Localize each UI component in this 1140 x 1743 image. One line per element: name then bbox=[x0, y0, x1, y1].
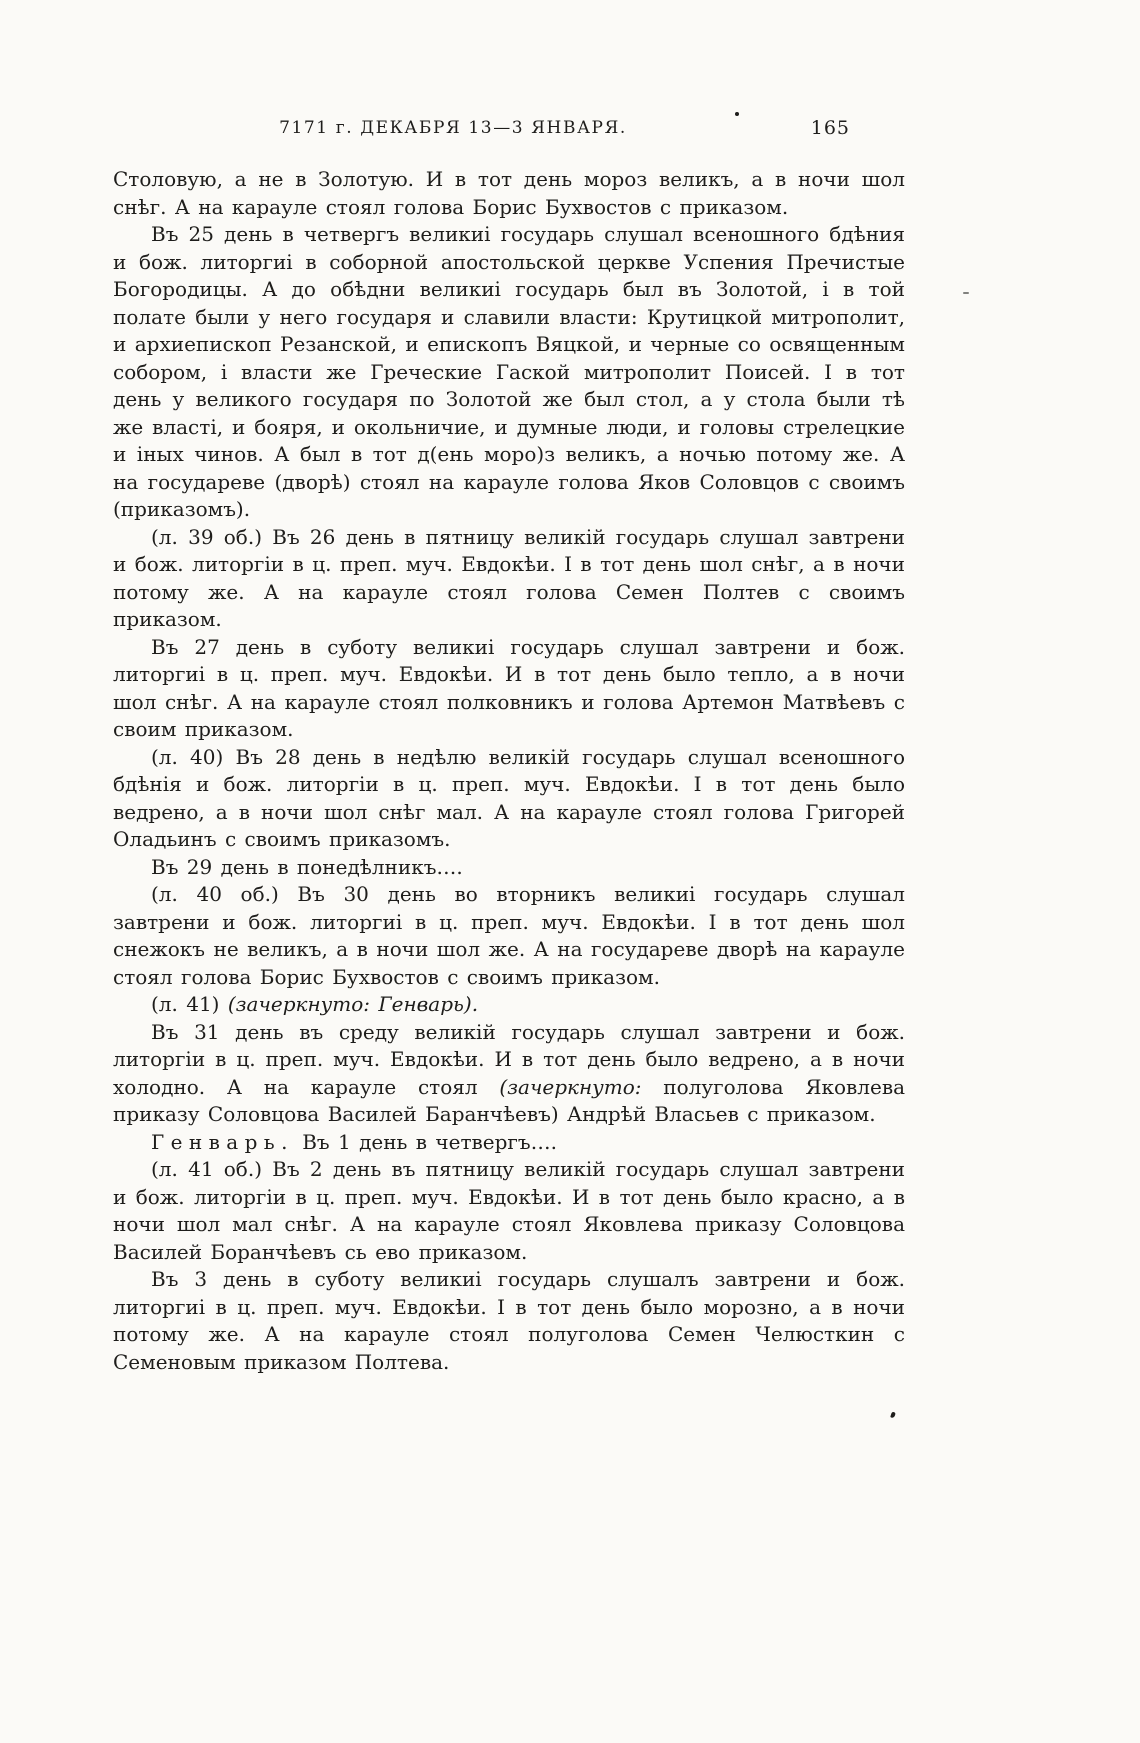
paragraph bbox=[113, 221, 905, 524]
running-title: 7171 г. ДЕКАБРЯ 13—3 ЯНВАРЯ. bbox=[279, 118, 627, 138]
scan-speck bbox=[735, 112, 739, 116]
paragraph bbox=[113, 1156, 905, 1266]
text-segment: Въ 1 день в четвергъ…. bbox=[293, 1129, 557, 1154]
text-segment: (зачеркнуто: bbox=[499, 1074, 642, 1099]
paragraph bbox=[113, 1129, 905, 1157]
text-segment: (л. 41 об.) Въ 2 день въ пятницу великій государь слушал завтрени и бож. литоргіи в ц. преп. муч. Евдокѣи. И в тот день было красно, а в ночи шол мал снѣг. А на карауле стоял Яковлева приказу Соловцова Василей Боранчѣевъ сь ево приказом. bbox=[113, 1157, 905, 1264]
text-segment: Столовую, а не в Золотую. И в тот день мороз великъ, а в ночи шол снѣг. А на карауле стоял голова Борис Бухвостов с приказом. bbox=[113, 167, 905, 219]
text-segment: Въ 25 день в четвергъ великиі государь слушал всеношного бдѣния и бож. литоргиі в соборной апостольской церкве Успения Пречистые Богородицы. А до обѣдни великиі государь был въ Золотой, і в той полате были у него государя и славили власти: Крутицкой митрополит, и архиепископ Резанской, и епископъ Вяцкой, и черные со освященным собором, і власти же Греческие Гаской митрополит Поисей. І в тот день у великого государя по Золотой же был стол, а у стола были тѣ же власті, и бояря, и окольничие, и думные люди, и головы стрелецкие и іных чинов. А был в тот д(ень моро)з великъ, а ночью потому же. А на государеве (дворѣ) стоял на карауле голова Яков Соловцов с своимъ (приказомъ). bbox=[113, 222, 905, 521]
text-segment: (зачеркнуто: Генварь). bbox=[227, 992, 479, 1016]
text-segment: (л. 41) bbox=[151, 992, 228, 1016]
page-body bbox=[113, 166, 905, 1376]
paragraph bbox=[113, 1266, 905, 1376]
text-segment: Въ 27 день в суботу великиі государь слушал завтрени и бож. литоргиі в ц. преп. муч. Евдокѣи. И в тот день было тепло, а в ночи шол снѣг. А на карауле стоял полковникъ и голова Артемон Матвѣевъ с своим приказом. bbox=[113, 634, 905, 741]
paragraph bbox=[113, 854, 905, 882]
text-segment: полуголова Яковлева приказу Соловцова Василей Баранчѣевъ) Андрѣй Власьев с приказом. bbox=[113, 1074, 905, 1126]
text-segment: (л. 39 об.) Въ 26 день в пятницу великій государь слушал завтрени и бож. литоргіи в ц. преп. муч. Евдокѣи. І в тот день шол снѣг, а в ночи потому же. А на карауле стоял голова Семен Полтев с своимъ приказом. bbox=[113, 524, 905, 631]
paragraph bbox=[113, 881, 905, 991]
text-segment: (л. 40 об.) Въ 30 день во вторникъ великиі государь слушал завтрени и бож. литоргиі в ц. преп. муч. Евдокѣи. І в тот день шол снежокъ не великъ, а в ночи шол же. А на государеве дворѣ на карауле стоял голова Борис Бухвостов с своимъ приказом. bbox=[113, 882, 905, 989]
paragraph bbox=[113, 166, 905, 221]
scan-speck bbox=[963, 292, 969, 294]
paragraph bbox=[113, 1019, 905, 1129]
paragraph bbox=[113, 524, 905, 634]
text-segment: (л. 40) Въ 28 день в недѣлю великій государь слушал всеношного бдѣнія и бож. литоргіи в ц. преп. муч. Евдокѣи. І в тот день было ведрено, а в ночи шол снѣг мал. А на карауле стоял голова Григорей Оладьинъ с своимъ приказомъ. bbox=[113, 744, 905, 851]
paragraph bbox=[113, 634, 905, 744]
text-segment: Въ 3 день в суботу великиі государь слушалъ завтрени и бож. литоргиі в ц. преп. муч. Евдокѣи. І в тот день было морозно, а в ночи потому же. А на карауле стоял полуголова Семен Челюсткин с Семеновым приказом Полтева. bbox=[113, 1267, 905, 1374]
text-segment: Въ 31 день въ среду великій государь слушал завтрени и бож. литоргіи в ц. преп. муч. Евдокѣи. И в тот день было ведрено, а в ночи холодно. А на карауле стоял bbox=[113, 1019, 905, 1099]
page-header bbox=[113, 118, 905, 148]
page-number: 165 bbox=[810, 117, 850, 139]
paragraph bbox=[113, 991, 905, 1019]
paragraph bbox=[113, 744, 905, 854]
text-segment: Генварь. bbox=[151, 1129, 294, 1154]
scan-speck bbox=[890, 1412, 896, 1419]
text-segment: Въ 29 день в понедѣлникъ…. bbox=[151, 854, 463, 879]
